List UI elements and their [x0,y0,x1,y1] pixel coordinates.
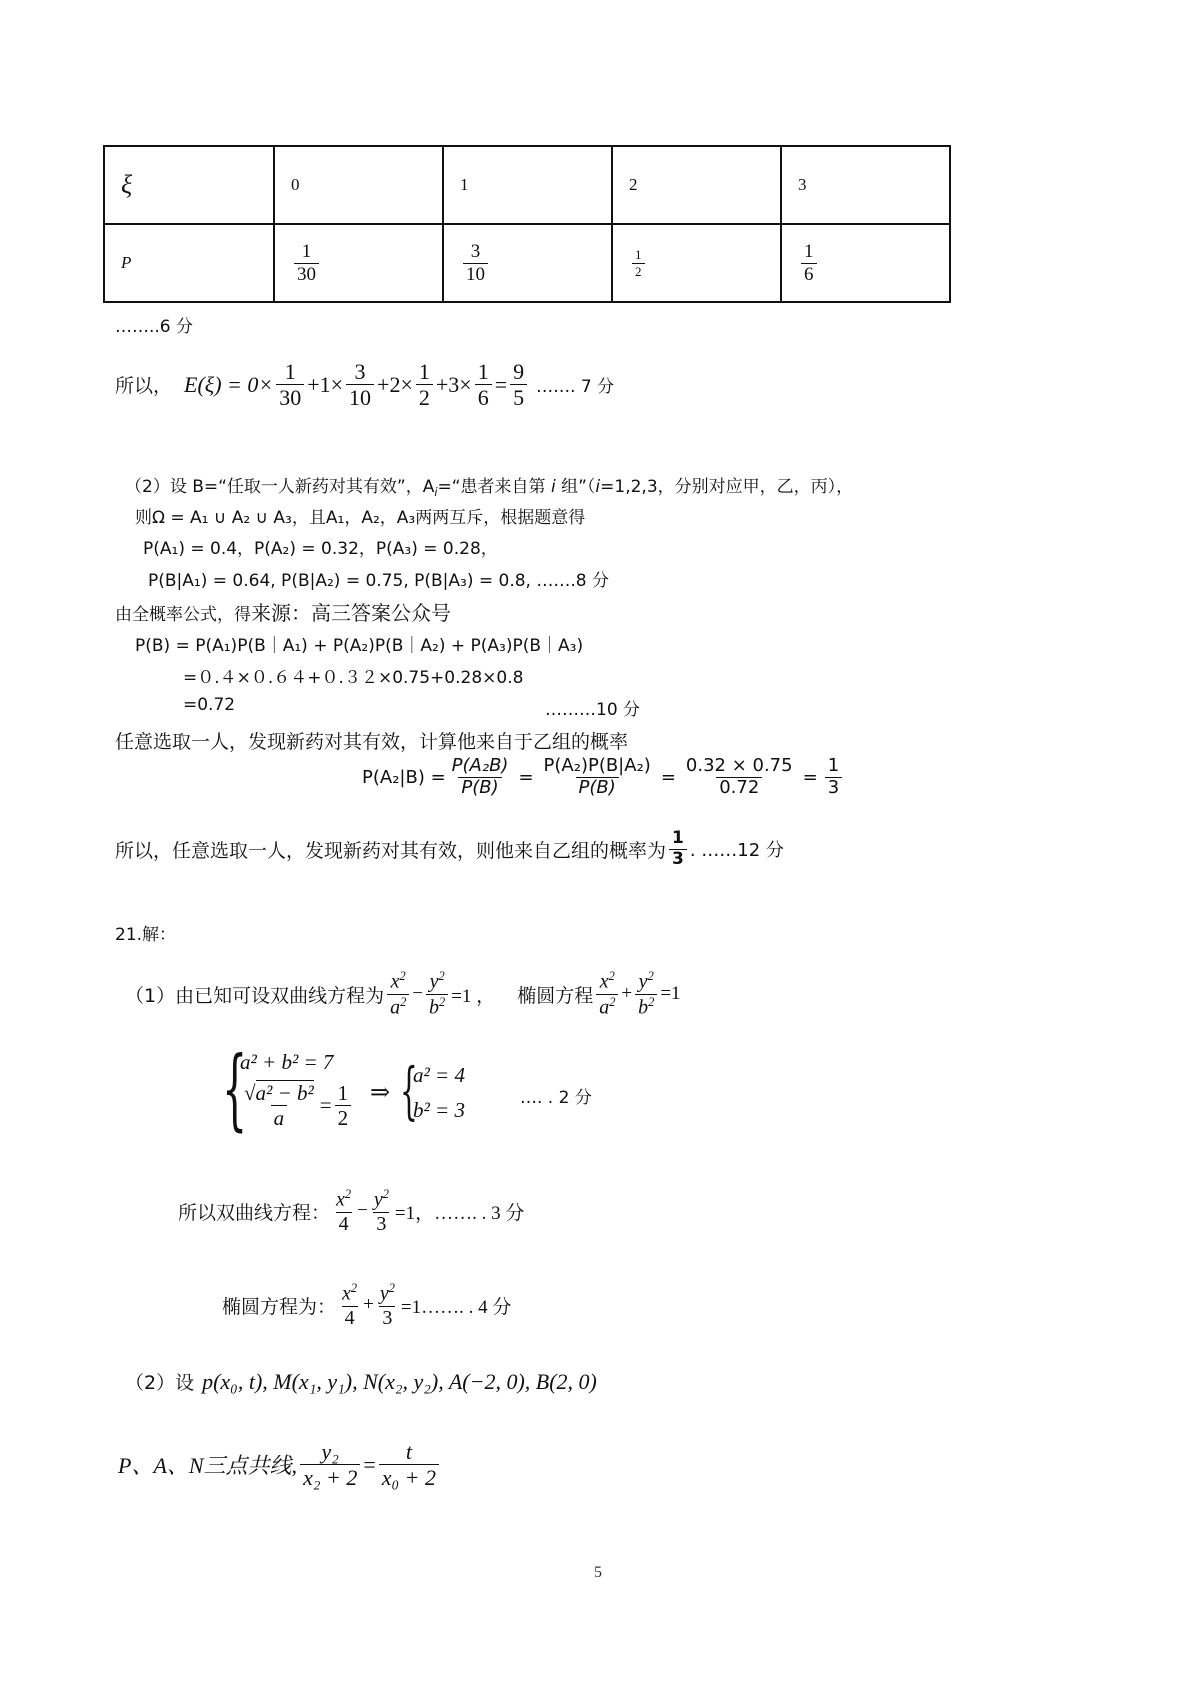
fraction: $\frac{0.32 \times 0.75}{0.72}$ [685,755,793,798]
score-mark: ………10 分 [545,700,641,720]
fraction: $\frac{1}{2}$ [335,1082,352,1129]
fraction: $\frac{3}{10}$ [346,360,374,409]
fraction: $\frac{y^2}{3}$ [379,1281,395,1329]
left-brace: { [400,1054,418,1127]
score-mark: ……..6 分 [115,317,194,337]
ellipse-equation: 椭圆方程为： $\frac{x^2}{4}$ + $\frac{y^2}{3}$ =1……. . 4 分 [222,1281,512,1329]
distribution-table [103,145,951,303]
fraction: $\frac{x^2}{4}$ [336,1187,352,1235]
expectation-line: 所以， E(ξ) = 0× $\frac{1}{30}$ +1× $\frac{3}{10}$ +2× $\frac{1}{2}$ +3× $\frac{1}{6}$ = $\frac{9}{5}$ ……. 7 分 [115,359,615,411]
fraction: $\frac{1}{3}$ [825,757,842,798]
table-cell [443,224,612,302]
part2-line1: （2）设 B=“任取一人新药对其有效”，$A_i=“$患者来自第 i 组”（i=1,2,3，分别对应甲，乙，丙）， [125,477,854,499]
fraction: $\frac{1}{6}$ [475,360,492,409]
question-title: 21.解： [115,925,177,945]
part2-conclusion: 所以，任意选取一人，发现新药对其有效，则他来自乙组的概率为 $\frac{1}{3}$ . ……12 分 [115,828,784,869]
table-row [104,146,950,224]
table-cell [781,224,950,302]
left-brace: { [222,1037,248,1140]
q21-part1: （1）由已知可设双曲线方程为 $\frac{x^2}{a^2}$ − $\frac{y^2}{b^2}$ =1 ， 椭圆方程 $\frac{x^2}{a^2}$ + $\frac{y^2}{b^2}$ =1 [125,969,681,1019]
table-cell [274,224,443,302]
fraction: $\frac{1}{30}$ [294,242,319,285]
fraction: $\frac{\text{y₂}}{\text{x₂ + 2}}$ [300,1440,360,1489]
part2-line7: =０.４×０.６４+０.３２×0.75+0.28×0.8 [183,668,524,688]
fraction: $\frac{3}{10}$ [463,242,488,285]
table-header-p: P [104,224,274,302]
fraction: $\frac{x^2}{4}$ [342,1281,358,1329]
fraction: $\frac{1}{2}$ [632,248,645,278]
fraction: $\frac{\text{√a² − b²}}{a}$ [244,1081,314,1131]
fraction: $\frac{y^2}{b^2}$ [635,970,657,1018]
q21-part2-setup: （2）设 p(x₀, t), M(x₁, y₁), N(x₂, y₂), A(−2, 0), B(2, 0) [125,1368,597,1394]
fraction: $\frac{1}{3}$ [669,830,687,869]
page-number: 5 [594,1564,602,1581]
part2-line3: P(A₁) = 0.4，P(A₂) = 0.32，P(A₃) = 0.28， [143,539,498,559]
collinear-condition: P、A、N三点共线, $\frac{\text{y₂}}{\text{x₂ + 2}}$ = $\frac{t}{\text{x₀ + 2}}$ [118,1440,442,1489]
fraction: $\frac{y^2}{3}$ [373,1187,389,1235]
fraction: $\frac{t}{\text{x₀ + 2}}$ [379,1440,439,1489]
system-eq1: a² + b² = 7 [240,1050,334,1074]
table-header-xi: ξ [104,146,274,224]
table-cell: 1 [443,146,612,224]
fraction: $\frac{\text{P(A₂)P(B|A₂)}}{P(B)}$ [543,755,651,798]
fraction: $\frac{x^2}{a^2}$ [596,970,618,1018]
bayes-formula: P(A₂|B) = $\frac{\text{P(A₂B)}}{P(B)}$ = $\frac{\text{P(A₂)P(B|A₂)}}{P(B)}$ = $\frac{0.32 \times 0.75}{0.72}$ = $\frac{1}{3}$ [362,757,845,798]
fraction: $\frac{9}{5}$ [510,360,527,409]
fraction: $\frac{x^2}{a^2}$ [387,970,409,1018]
part2-line6: P(B) = P(A₁)P(B｜A₁) + P(A₂)P(B｜A₂) + P(A₃)P(B｜A₃) [135,636,584,656]
part2-line4: P(B|A₁) = 0.64, P(B|A₂) = 0.75, P(B|A₃) = 0.8, …….8 分 [148,571,609,591]
table-cell [612,224,781,302]
part2-line9: 任意选取一人，发现新药对其有效，计算他来自于乙组的概率 [115,731,629,753]
system-eq2: $\frac{\text{√a² − b²}}{a}$ = $\frac{1}{2}$ [238,1082,354,1129]
result-b: b² = 3 [413,1098,465,1122]
fraction: $\frac{1}{2}$ [416,360,433,409]
fraction: $\frac{\text{P(A₂B)}}{P(B)}$ [451,755,509,798]
score-mark: …. . 2 分 [520,1088,592,1108]
result-a: a² = 4 [413,1063,465,1087]
table-cell: 2 [612,146,781,224]
hyperbola-equation: 所以双曲线方程： $\frac{x^2}{4}$ − $\frac{y^2}{3}$ =1，……. . 3 分 [178,1187,525,1235]
implies-arrow: ⇒ [370,1080,391,1106]
part2-line2: 则Ω = A₁ ∪ A₂ ∪ A₃，且A₁，A₂，A₃两两互斥，根据题意得 [135,508,586,528]
fraction: $\frac{1}{30}$ [276,360,304,409]
part2-line8: =0.72 [183,695,236,715]
table-cell: 3 [781,146,950,224]
table-cell: 0 [274,146,443,224]
fraction: $\frac{y^2}{b^2}$ [426,970,448,1018]
fraction: $\frac{1}{6}$ [801,242,817,285]
part2-line5: 由全概率公式，得来源：高三答案公众号 [115,601,451,625]
table-row [104,224,950,302]
